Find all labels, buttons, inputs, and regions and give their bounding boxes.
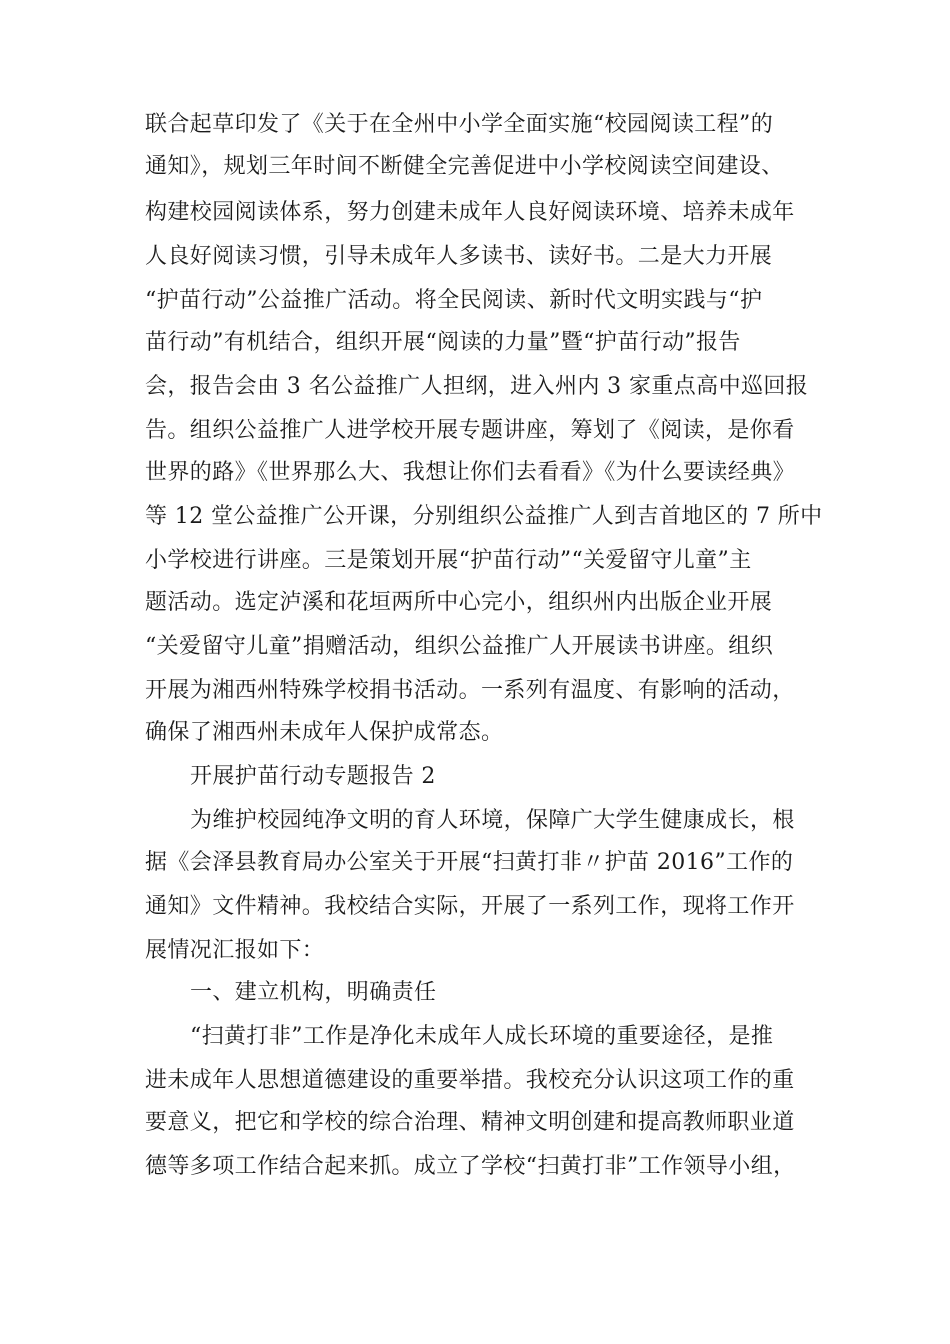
text-line: 人良好阅读习惯，引导未成年人多读书、读好书。二是大力开展 xyxy=(145,244,773,269)
text-line: “护苗行动”公益推广活动。将全民阅读、新时代文明实践与“护 xyxy=(145,288,763,313)
text-line: 据《会泽县教育局办公室关于开展“扫黄打非〃护苗 2016”工作的 xyxy=(145,850,794,875)
text-line: 开展为湘西州特殊学校捐书活动。一系列有温度、有影响的活动， xyxy=(145,678,795,703)
text-line: 苗行动”有机结合，组织开展“阅读的力量”暨“护苗行动”报告 xyxy=(145,330,741,355)
text-line: 展情况汇报如下： xyxy=(145,938,325,963)
text-line: 等 12 堂公益推广公开课，分别组织公益推广人到吉首地区的 7 所中 xyxy=(145,504,823,529)
text-line: 通知》，规划三年时间不断健全完善促进中小学校阅读空间建设、 xyxy=(145,154,784,179)
text-line: 告。组织公益推广人进学校开展专题讲座，筹划了《阅读，是你看 xyxy=(145,418,795,443)
text-line: 进未成年人思想道德建设的重要举措。我校充分认识这项工作的重 xyxy=(145,1068,795,1093)
text-line: 联合起草印发了《关于在全州中小学全面实施“校园阅读工程”的 xyxy=(145,112,774,137)
text-line: 要意义，把它和学校的综合治理、精神文明创建和提高教师职业道 xyxy=(145,1110,795,1135)
text-line: “关爱留守儿童”捐赠活动，组织公益推广人开展读书讲座。组织 xyxy=(145,634,774,659)
text-line: 通知》文件精神。我校结合实际，开展了一系列工作，现将工作开 xyxy=(145,894,795,919)
text-line: 德等多项工作结合起来抓。成立了学校“扫黄打非”工作领导小组， xyxy=(145,1154,796,1179)
text-line: “扫黄打非”工作是净化未成年人成长环境的重要途径，是推 xyxy=(190,1024,774,1049)
text-line: 确保了湘西州未成年人保护成常态。 xyxy=(145,720,504,745)
text-line: 为维护校园纯净文明的育人环境，保障广大学生健康成长，根 xyxy=(190,808,795,833)
section-heading: 开展护苗行动专题报告 2 xyxy=(190,764,436,789)
text-line: 题活动。选定泸溪和花垣两所中心完小，组织州内出版企业开展 xyxy=(145,590,773,615)
text-line: 世界的路》《世界那么大、我想让你们去看看》《为什么要读经典》 xyxy=(145,460,796,485)
text-line: 会，报告会由 3 名公益推广人担纲，进入州内 3 家重点高中巡回报 xyxy=(145,374,809,399)
subsection-heading: 一、建立机构，明确责任 xyxy=(190,980,437,1005)
text-line: 小学校进行讲座。三是策划开展“护苗行动”“关爱留守儿童”主 xyxy=(145,548,752,573)
text-line: 构建校园阅读体系，努力创建未成年人良好阅读环境、培养未成年 xyxy=(145,200,795,225)
